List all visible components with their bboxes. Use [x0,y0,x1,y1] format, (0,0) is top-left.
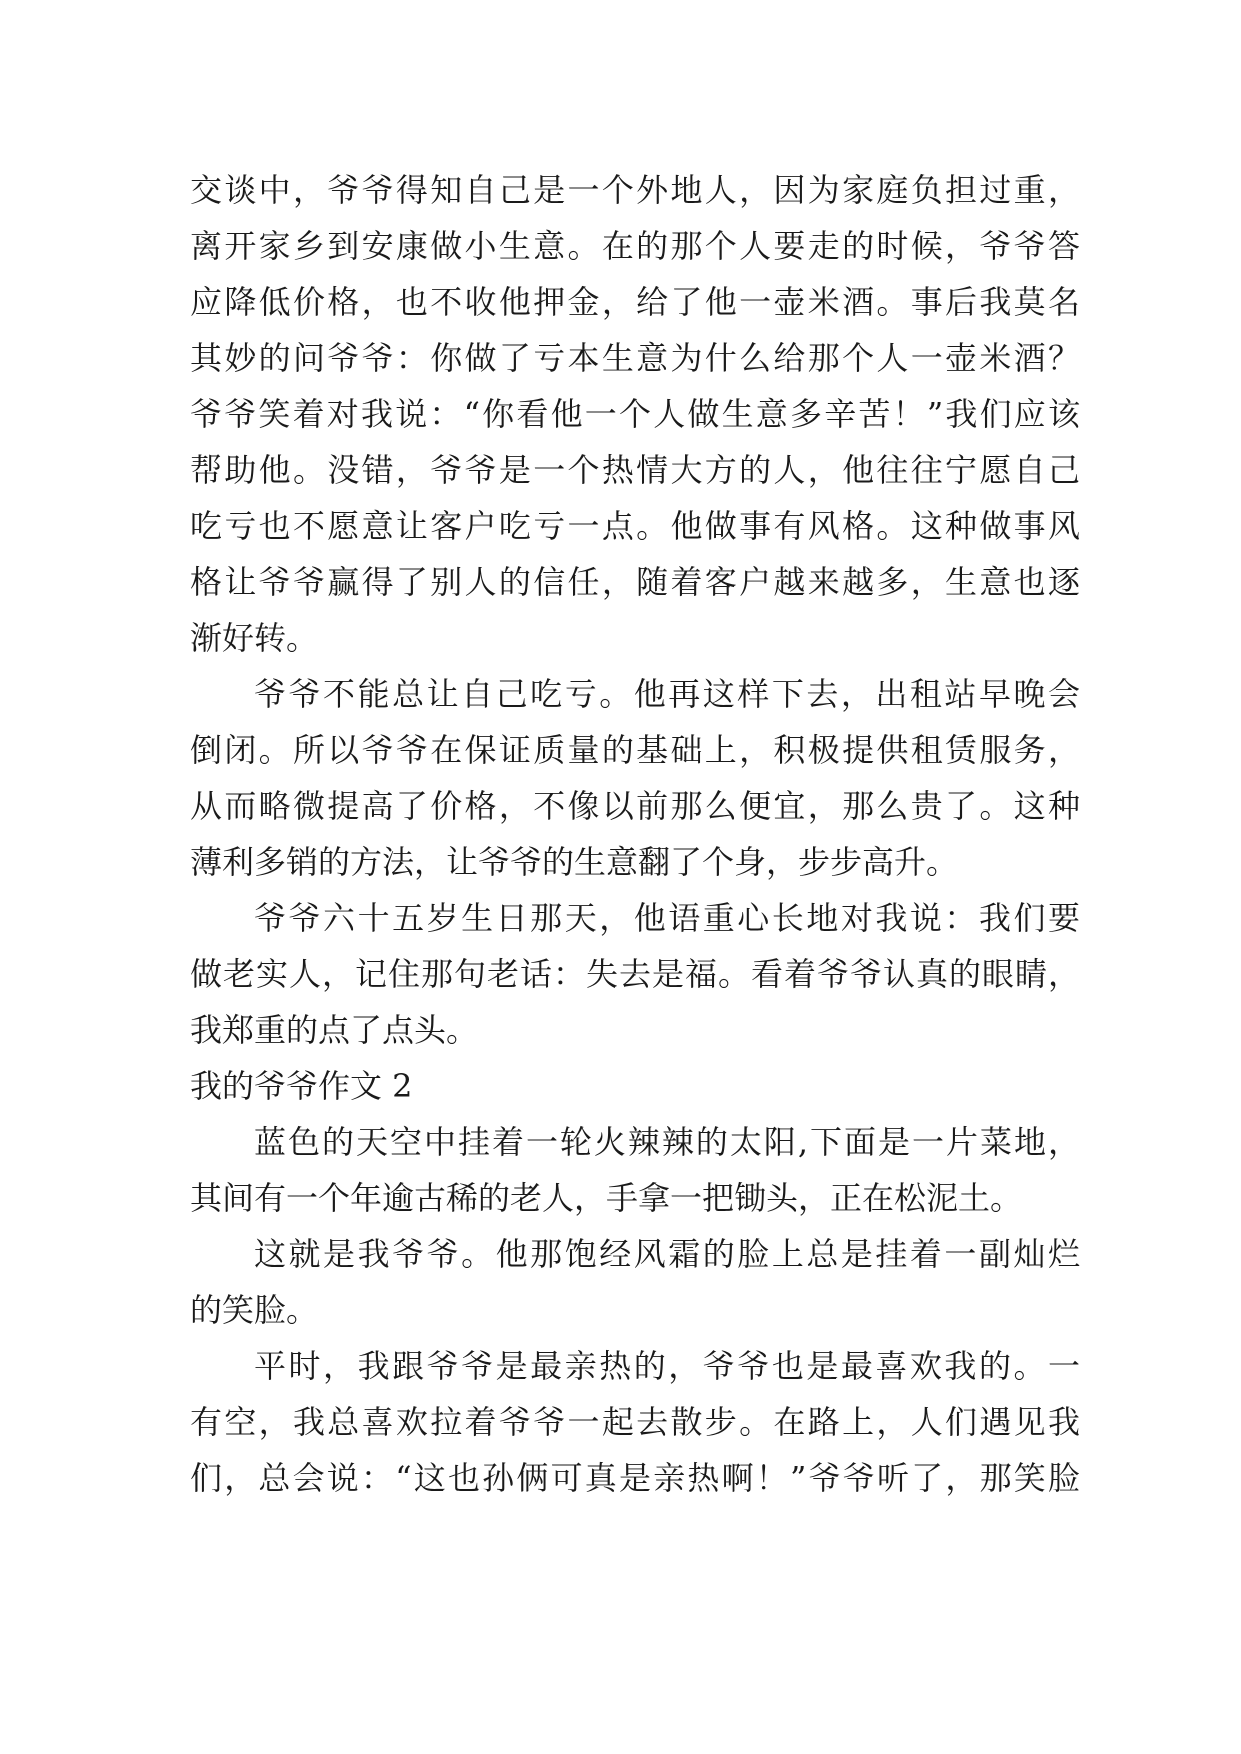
text-line: 们，总会说：“这也孙俩可真是亲热啊！”爷爷听了，那笑脸 [190,1459,1080,1497]
paragraph-first-line: 爷爷六十五岁生日那天，他语重心长地对我说：我们要 [254,899,1080,937]
text-line: 离开家乡到安康做小生意。在的那个人要走的时候，爷爷答 [190,227,1080,265]
text-line: 应降低价格，也不收他押金，给了他一壶米酒。事后我莫名 [190,283,1080,321]
text-line: 交谈中，爷爷得知自己是一个外地人，因为家庭负担过重， [190,171,1080,209]
paragraph-first-line: 这就是我爷爷。他那饱经风霜的脸上总是挂着一副灿烂 [254,1235,1080,1273]
text-line: 薄利多销的方法，让爷爷的生意翻了个身，步步高升。 [190,843,959,881]
text-line: 帮助他。没错，爷爷是一个热情大方的人，他往往宁愿自己 [190,451,1080,489]
essay-body [190,162,1080,1506]
paragraph-first-line: 平时，我跟爷爷是最亲热的，爷爷也是最喜欢我的。一 [254,1347,1080,1385]
paragraph-first-line: 蓝色的天空中挂着一轮火辣辣的太阳,下面是一片菜地， [254,1123,1080,1161]
text-line: 做老实人，记住那句老话：失去是福。看着爷爷认真的眼睛， [190,955,1080,993]
text-line: 其间有一个年逾古稀的老人，手拿一把锄头，正在松泥土。 [190,1179,1023,1217]
text-line: 的笑脸。 [190,1291,319,1329]
text-line: 吃亏也不愿意让客户吃亏一点。他做事有风格。这种做事风 [190,507,1080,545]
text-line: 其妙的问爷爷：你做了亏本生意为什么给那个人一壶米酒？ [190,339,1080,377]
text-line: 爷爷笑着对我说：“你看他一个人做生意多辛苦！”我们应该 [190,395,1080,433]
essay-heading: 我的爷爷作文 2 [190,1067,413,1105]
text-line: 倒闭。所以爷爷在保证质量的基础上，积极提供租赁服务， [190,731,1080,769]
text-line: 有空，我总喜欢拉着爷爷一起去散步。在路上，人们遇见我 [190,1403,1080,1441]
text-line: 渐好转。 [190,619,319,657]
text-line: 我郑重的点了点头。 [190,1011,479,1049]
text-line: 格让爷爷赢得了别人的信任，随着客户越来越多，生意也逐 [190,563,1080,601]
text-line: 从而略微提高了价格，不像以前那么便宜，那么贵了。这种 [190,787,1080,825]
paragraph-first-line: 爷爷不能总让自己吃亏。他再这样下去，出租站早晚会 [254,675,1080,713]
